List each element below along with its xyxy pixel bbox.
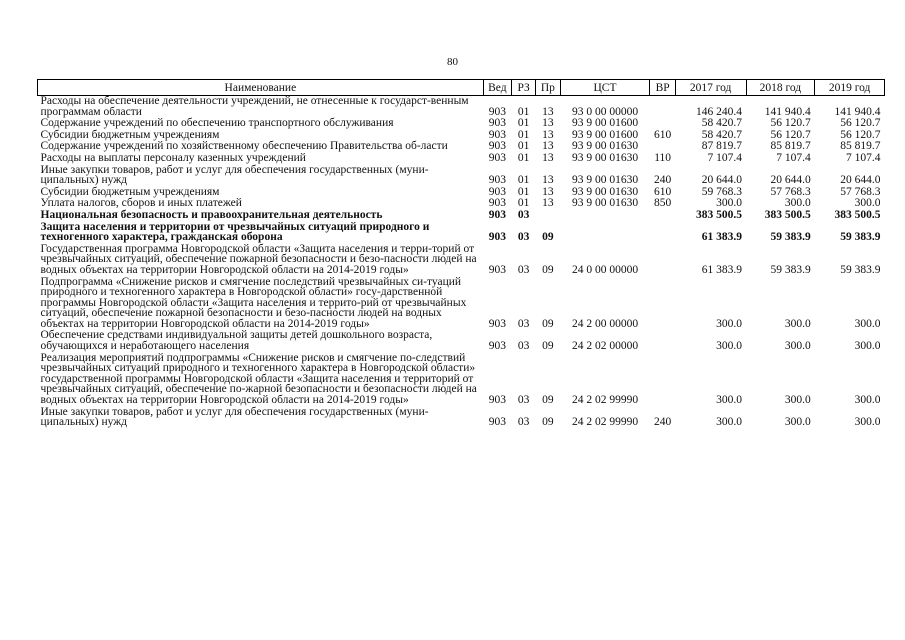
row-cst: 93 9 00 01630 [571, 197, 639, 210]
row-vr [650, 244, 675, 277]
row-2018: 300.0 [784, 416, 811, 429]
row-2017: 59 768.3 [701, 185, 742, 198]
row-2019: 300.0 [854, 416, 881, 429]
row-cst: 24 2 02 00000 [571, 340, 639, 353]
row-name: Расходы на обеспечение деятельности учреждений, не отнесенные к государст-венным программам области [40, 95, 469, 118]
row-name: Иные закупки товаров, работ и услуг для обеспечения государственных (муни-ципальных) нужд [40, 163, 429, 187]
row-ved: 903 [488, 140, 506, 153]
row-pr: 13 [542, 105, 554, 118]
row-name: Защита населения и территории от чрезвычайных ситуаций природного и техногенного характера, гражданская оборона [40, 220, 430, 244]
row-2019: 141 940.4 [834, 105, 881, 118]
table-row [38, 222, 885, 244]
row-2019: 300.0 [854, 317, 881, 330]
row-rz: 03 [517, 317, 530, 330]
row-pr: 13 [542, 197, 554, 210]
row-vr [650, 277, 675, 331]
row-vr: 240 [653, 416, 672, 429]
row-2017: 7 107.4 [707, 151, 742, 164]
row-2017: 87 819.7 [701, 140, 742, 153]
row-rz: 01 [517, 117, 530, 130]
header-ved: Вед [483, 80, 511, 96]
row-rz: 01 [517, 197, 530, 210]
page-number: 80 [447, 56, 458, 68]
row-2018: 57 768.3 [770, 185, 811, 198]
row-rz: 03 [517, 394, 530, 407]
row-2017: 300.0 [716, 394, 742, 407]
row-ved: 903 [488, 117, 506, 130]
row-name: Реализация мероприятий подпрограммы «Снижение рисков и смягчение по-следствий чрезвычайных ситуаций природного и техногенного характера в Новгородской области» государственной программы Новгородской области «Защита населения и территорий от чрезвычайных ситуаций, обеспечение по-жарной безопасности и безопасности людей на водных объектах на территории Новгородской области на 2014-2019 годы» [40, 351, 477, 407]
row-2019: 56 120.7 [840, 117, 881, 130]
row-rz: 01 [517, 174, 530, 187]
row-ved: 903 [488, 185, 506, 198]
header-name: Наименование [38, 80, 484, 96]
table-row [38, 330, 885, 352]
header-2018: 2018 год [746, 80, 815, 96]
row-pr: 09 [542, 416, 554, 429]
row-cst: 93 9 00 01600 [571, 128, 639, 141]
row-name: Субсидии бюджетным учреждениям [40, 128, 220, 141]
row-2019: 300.0 [854, 394, 881, 407]
row-2018: 141 940.4 [764, 105, 811, 118]
row-vr [650, 96, 675, 119]
row-pr: 13 [542, 117, 554, 130]
row-vr [650, 353, 675, 407]
row-ved: 903 [488, 340, 506, 353]
row-ved: 903 [488, 197, 506, 210]
row-rz: 01 [517, 140, 530, 153]
row-2019: 85 819.7 [840, 140, 881, 153]
row-vr: 610 [653, 128, 672, 141]
row-2019: 20 644.0 [840, 174, 881, 187]
row-2019: 56 120.7 [840, 128, 881, 141]
row-2019: 383 500.5 [834, 208, 881, 221]
row-cst: 24 2 02 99990 [571, 394, 639, 407]
row-2017: 61 383.9 [701, 231, 742, 244]
row-cst: 24 2 00 00000 [571, 317, 639, 330]
row-ved: 903 [488, 174, 506, 187]
row-vr [650, 210, 675, 222]
row-2018: 85 819.7 [770, 140, 811, 153]
row-2019: 7 107.4 [846, 151, 881, 164]
row-2018: 300.0 [784, 317, 811, 330]
row-2019: 59 383.9 [840, 231, 881, 244]
row-ved: 903 [488, 317, 506, 330]
table-row [38, 96, 885, 119]
row-pr: 13 [542, 174, 554, 187]
row-rz: 03 [517, 416, 530, 429]
row-2017: 300.0 [716, 317, 742, 330]
table-row [38, 277, 885, 331]
row-ved: 903 [488, 231, 506, 244]
row-pr: 09 [542, 394, 554, 407]
row-2019: 300.0 [854, 197, 881, 210]
header-pr: Пр [536, 80, 560, 96]
row-vr: 610 [653, 185, 672, 198]
row-2018: 300.0 [784, 394, 811, 407]
row-rz: 03 [517, 231, 530, 244]
header-2019: 2019 год [815, 80, 885, 96]
row-cst: 93 0 00 00000 [571, 105, 639, 118]
row-ved: 903 [488, 416, 506, 429]
row-ved: 903 [488, 263, 506, 276]
header-rz: РЗ [512, 80, 536, 96]
table-row [38, 165, 885, 187]
row-2018: 300.0 [784, 340, 811, 353]
row-rz: 01 [517, 105, 530, 118]
row-2018: 56 120.7 [770, 128, 811, 141]
row-2018: 20 644.0 [770, 174, 811, 187]
row-2017: 61 383.9 [701, 263, 742, 276]
row-pr: 13 [542, 140, 554, 153]
header-cst: ЦСТ [560, 80, 650, 96]
row-2018: 59 383.9 [770, 263, 811, 276]
row-2017: 383 500.5 [696, 208, 742, 221]
row-ved: 903 [488, 128, 506, 141]
row-2017: 300.0 [716, 340, 742, 353]
row-pr: 09 [542, 317, 554, 330]
row-name: Иные закупки товаров, работ и услуг для обеспечения государственных (муни-ципальных) нужд [40, 405, 429, 429]
budget-table [37, 79, 885, 429]
header-vr: ВР [650, 80, 675, 96]
row-name: Государственная программа Новгородской области «Защита населения и терри-торий от чрезвычайных ситуаций, обеспечение пожарной безопасности и безо-пасности людей на водных объектах на территории Новгородской области на 2014-2019 годы» [40, 242, 477, 276]
row-2018: 300.0 [784, 197, 811, 210]
row-pr: 09 [542, 231, 554, 244]
row-ved: 903 [488, 394, 506, 407]
row-rz: 03 [517, 208, 530, 221]
row-2019: 300.0 [854, 340, 881, 353]
table-row [38, 353, 885, 407]
row-2017: 146 240.4 [696, 105, 742, 118]
row-vr [650, 222, 675, 244]
row-cst: 93 9 00 01630 [571, 174, 639, 187]
row-pr: 13 [542, 128, 554, 141]
row-rz: 03 [517, 263, 530, 276]
row-2018: 59 383.9 [770, 231, 811, 244]
row-cst: 93 9 00 01600 [571, 117, 639, 130]
row-vr: 110 [654, 151, 672, 164]
table-body [38, 96, 885, 429]
table-row [38, 244, 885, 277]
row-rz: 01 [517, 185, 530, 198]
row-vr [650, 330, 675, 352]
table-row [38, 407, 885, 429]
row-cst [560, 210, 650, 222]
row-name: Подпрограмма «Снижение рисков и смягчение последствий чрезвычайных си-туаций природного и техногенного характера в Новгородской области» госу-дарственной программы Новгородской области «Защита населения и террито-рий от чрезвычайных ситуаций, обеспечение пожарной безопасности и безо-пасности людей на водных объектах на территории Новгородской области на 2014-2019 годы» [40, 275, 467, 330]
row-vr: 240 [653, 174, 672, 187]
row-rz: 01 [517, 151, 530, 164]
row-cst: 93 9 00 01630 [571, 185, 639, 198]
table-header-row [38, 80, 885, 96]
row-pr [536, 210, 560, 222]
header-2017: 2017 год [675, 80, 746, 96]
row-name: Обеспечение средствами индивидуальной защиты детей дошкольного возраста, обучающихся и неработающего населения [40, 329, 433, 353]
row-2017: 20 644.0 [701, 174, 742, 187]
row-ved: 903 [488, 105, 506, 118]
row-vr: 850 [653, 197, 672, 210]
row-name: Содержание учреждений по обеспечению транспортного обслуживания [40, 117, 394, 130]
row-cst [560, 222, 650, 244]
row-2019: 59 383.9 [840, 263, 881, 276]
row-cst: 24 0 00 00000 [571, 263, 639, 276]
row-name: Уплата налогов, сборов и иных платежей [40, 197, 242, 210]
row-cst: 93 9 00 01630 [571, 151, 639, 164]
row-pr: 13 [542, 185, 554, 198]
row-ved: 903 [488, 151, 506, 164]
row-name: Содержание учреждений по хозяйственному обеспечению Правительства об-ласти [40, 140, 448, 153]
row-2017: 300.0 [716, 197, 742, 210]
row-cst: 24 2 02 99990 [571, 416, 639, 429]
row-pr: 13 [542, 151, 554, 164]
row-name: Расходы на выплаты персоналу казенных учреждений [40, 151, 306, 164]
row-2019: 57 768.3 [840, 185, 881, 198]
row-name: Субсидии бюджетным учреждениям [40, 185, 220, 198]
row-cst: 93 9 00 01630 [571, 140, 639, 153]
row-2018: 56 120.7 [770, 117, 811, 130]
row-rz: 03 [517, 340, 530, 353]
table-row [38, 210, 885, 222]
row-pr: 09 [542, 263, 554, 276]
row-ved: 903 [488, 208, 506, 221]
row-name: Национальная безопасность и правоохранительная деятельность [40, 208, 383, 221]
row-rz: 01 [517, 128, 530, 141]
row-2017: 58 420.7 [701, 128, 742, 141]
row-2017: 58 420.7 [701, 117, 742, 130]
row-pr: 09 [542, 340, 554, 353]
row-2017: 300.0 [716, 416, 742, 429]
row-2018: 383 500.5 [764, 208, 811, 221]
table-row [38, 153, 885, 165]
row-2018: 7 107.4 [776, 151, 811, 164]
